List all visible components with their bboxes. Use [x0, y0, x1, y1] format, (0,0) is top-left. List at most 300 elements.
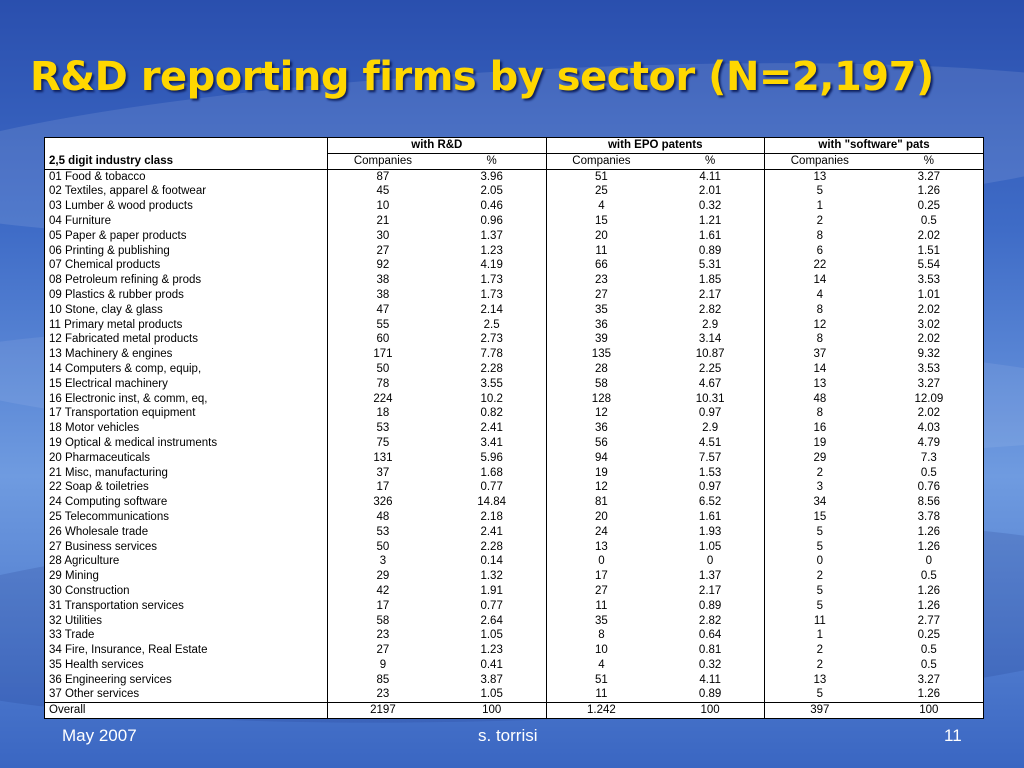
table-row — [45, 614, 983, 629]
cell: 1.05 — [480, 629, 503, 642]
cell: 5 — [764, 599, 874, 614]
cell: 4.03 — [917, 422, 941, 435]
cell: 3.41 — [480, 436, 503, 449]
cell: 17 — [328, 480, 438, 495]
cell: 0.5 — [920, 644, 937, 657]
cell: 0.64 — [698, 629, 722, 642]
row-label: 03 Lumber & wood products — [49, 200, 193, 213]
cell: 60 — [328, 332, 438, 347]
table-row — [45, 184, 983, 199]
cell: 45 — [328, 184, 438, 199]
cell: 13 — [764, 169, 874, 184]
row-label: 37 Other services — [49, 688, 140, 701]
table-row — [45, 451, 983, 466]
cell: 0.96 — [480, 214, 503, 227]
cell: 1.242 — [546, 703, 656, 718]
cell: 8 — [764, 406, 874, 421]
table-row — [45, 436, 983, 451]
cell: 21 — [328, 214, 438, 229]
table-row — [45, 569, 983, 584]
cell: 14 — [764, 362, 874, 377]
cell: 36 — [546, 421, 656, 436]
row-label: 01 Food & tobacco — [49, 170, 146, 183]
cell: 56 — [546, 436, 656, 451]
cell: 37 — [328, 466, 438, 481]
table-row — [45, 229, 983, 244]
cell: 4 — [546, 658, 656, 673]
cell: 2.28 — [480, 362, 503, 375]
cell: 128 — [546, 392, 656, 407]
table-row — [45, 214, 983, 229]
cell: 58 — [328, 614, 438, 629]
cell: 23 — [328, 687, 438, 702]
cell: 2 — [764, 658, 874, 673]
cell: 19 — [764, 436, 874, 451]
cell: 11 — [764, 614, 874, 629]
cell: 100 — [438, 703, 546, 718]
group-header-row — [45, 138, 983, 153]
cell: 85 — [328, 673, 438, 688]
cell: 17 — [328, 599, 438, 614]
industry-class-header: 2,5 digit industry class — [45, 153, 328, 169]
cell: 10 — [546, 643, 656, 658]
table-row — [45, 628, 983, 643]
row-label: 18 Motor vehicles — [49, 422, 140, 435]
cell: 8 — [764, 332, 874, 347]
cell: 2.82 — [698, 303, 722, 316]
cell: 1.93 — [698, 525, 722, 538]
page-number: 11 — [944, 726, 962, 745]
cell: 2.5 — [483, 318, 500, 331]
cell: 81 — [546, 495, 656, 510]
cell: 5.31 — [698, 259, 722, 272]
cell: 29 — [764, 451, 874, 466]
cell: 2.9 — [702, 422, 719, 435]
table-row — [45, 288, 983, 303]
cell: 5 — [764, 687, 874, 702]
cell: 6.52 — [698, 496, 722, 509]
cell: 13 — [546, 540, 656, 555]
cell: 2.14 — [480, 303, 503, 316]
cell: 0.89 — [698, 688, 722, 701]
row-label: 08 Petroleum refining & prods — [49, 274, 202, 287]
cell: 37 — [764, 347, 874, 362]
cell: 2.17 — [698, 288, 722, 301]
cell: 131 — [328, 451, 438, 466]
table-row — [45, 332, 983, 347]
cell: 135 — [546, 347, 656, 362]
cell: 15 — [764, 510, 874, 525]
cell: 0 — [764, 554, 874, 569]
corner-cell — [45, 138, 328, 153]
row-label: 26 Wholesale trade — [49, 525, 149, 538]
cell: 2.41 — [480, 525, 503, 538]
group-header-rd: with R&D — [328, 138, 546, 153]
table-row — [45, 584, 983, 599]
cell: 29 — [328, 569, 438, 584]
cell: 4.79 — [917, 436, 941, 449]
cell: 8 — [764, 229, 874, 244]
cell: 1.73 — [480, 274, 503, 287]
sub-header-row — [45, 153, 983, 169]
cell: 42 — [328, 584, 438, 599]
cell: 1.23 — [480, 244, 503, 257]
cell: 2.28 — [480, 540, 503, 553]
cell: 2 — [764, 214, 874, 229]
table-row — [45, 406, 983, 421]
row-label: 16 Electronic inst, & comm, eq, — [49, 392, 208, 405]
cell: 50 — [328, 362, 438, 377]
cell: 0.32 — [698, 200, 722, 213]
cell: 1.61 — [698, 229, 722, 242]
cell: 1.85 — [698, 274, 722, 287]
row-label: 20 Pharmaceuticals — [49, 451, 150, 464]
overall-row — [45, 703, 983, 718]
cell: 55 — [328, 318, 438, 333]
cell: 6 — [764, 244, 874, 259]
cell: 30 — [328, 229, 438, 244]
table-row — [45, 199, 983, 214]
cell: 12 — [546, 480, 656, 495]
cell: 12 — [546, 406, 656, 421]
cell: 11 — [546, 687, 656, 702]
cell: 2.05 — [480, 185, 503, 198]
cell: 3.14 — [698, 333, 722, 346]
table-row — [45, 495, 983, 510]
cell: 48 — [764, 392, 874, 407]
cell: 2.9 — [702, 318, 719, 331]
group-header-software: with "software" pats — [764, 138, 983, 153]
cell: 15 — [546, 214, 656, 229]
data-table — [45, 138, 983, 718]
cell: 1.26 — [917, 599, 941, 612]
table-row — [45, 258, 983, 273]
cell: 27 — [546, 584, 656, 599]
cell: 2 — [764, 466, 874, 481]
cell: 19 — [546, 466, 656, 481]
cell: 3.53 — [917, 274, 941, 287]
row-label: 32 Utilities — [49, 614, 103, 627]
cell: 4.67 — [698, 377, 722, 390]
row-label: 21 Misc, manufacturing — [49, 466, 168, 479]
cell: 51 — [546, 169, 656, 184]
cell: 5 — [764, 584, 874, 599]
cell: 1.21 — [698, 214, 722, 227]
column-header: % — [875, 153, 983, 169]
cell: 100 — [875, 703, 983, 718]
cell: 92 — [328, 258, 438, 273]
table-row — [45, 244, 983, 259]
cell: 23 — [328, 628, 438, 643]
cell: 10.2 — [480, 392, 503, 405]
cell: 2.17 — [698, 584, 722, 597]
cell: 14.84 — [477, 496, 507, 509]
cell: 78 — [328, 377, 438, 392]
column-header: Companies — [764, 153, 874, 169]
row-label: 07 Chemical products — [49, 259, 161, 272]
cell: 2.02 — [917, 333, 941, 346]
cell: 53 — [328, 421, 438, 436]
cell: 0.97 — [698, 407, 722, 420]
cell: 35 — [546, 303, 656, 318]
cell: 0 — [925, 555, 933, 568]
cell: 0.25 — [917, 629, 941, 642]
sector-table — [44, 137, 984, 719]
cell: 1.51 — [917, 244, 941, 257]
cell: 2.02 — [917, 407, 941, 420]
table-row — [45, 362, 983, 377]
cell: 5 — [764, 525, 874, 540]
cell: 20 — [546, 229, 656, 244]
table-row — [45, 687, 983, 702]
cell: 5 — [764, 540, 874, 555]
cell: 51 — [546, 673, 656, 688]
row-label: 36 Engineering services — [49, 673, 172, 686]
row-label: 14 Computers & comp, equip, — [49, 362, 202, 375]
cell: 2.41 — [480, 422, 503, 435]
cell: 17 — [546, 569, 656, 584]
cell: 58 — [546, 377, 656, 392]
cell: 11 — [546, 244, 656, 259]
cell: 23 — [546, 273, 656, 288]
cell: 22 — [764, 258, 874, 273]
table-row — [45, 392, 983, 407]
row-label: 12 Fabricated metal products — [49, 333, 198, 346]
cell: 1.61 — [698, 510, 722, 523]
column-header: % — [656, 153, 764, 169]
cell: 66 — [546, 258, 656, 273]
cell: 18 — [328, 406, 438, 421]
cell: 3.87 — [480, 673, 503, 686]
cell: 5.54 — [917, 259, 941, 272]
cell: 3.02 — [917, 318, 941, 331]
cell: 3.27 — [917, 377, 941, 390]
cell: 8.56 — [917, 496, 941, 509]
cell: 12 — [764, 318, 874, 333]
cell: 2.82 — [698, 614, 722, 627]
table-row — [45, 318, 983, 333]
cell: 4 — [546, 199, 656, 214]
cell: 27 — [546, 288, 656, 303]
cell: 8 — [764, 303, 874, 318]
cell: 3.78 — [917, 510, 941, 523]
table-row — [45, 273, 983, 288]
cell: 0.5 — [920, 214, 937, 227]
cell: 4.11 — [699, 673, 721, 686]
column-header: Companies — [328, 153, 438, 169]
cell: 1.26 — [917, 540, 941, 553]
cell: 0.14 — [480, 555, 503, 568]
row-label: 22 Soap & toiletries — [49, 481, 149, 494]
table-row — [45, 510, 983, 525]
cell: 3.55 — [480, 377, 503, 390]
cell: 171 — [328, 347, 438, 362]
cell: 0.25 — [917, 200, 941, 213]
row-label: 29 Mining — [49, 570, 99, 583]
cell: 7.57 — [698, 451, 722, 464]
cell: 20 — [546, 510, 656, 525]
cell: 12.09 — [914, 392, 944, 405]
group-header-epo: with EPO patents — [546, 138, 764, 153]
table-row — [45, 169, 983, 184]
cell: 2197 — [328, 703, 438, 718]
cell: 1.91 — [480, 584, 503, 597]
cell: 75 — [328, 436, 438, 451]
cell: 14 — [764, 273, 874, 288]
cell: 5.96 — [480, 451, 503, 464]
cell: 0 — [706, 555, 714, 568]
cell: 3.27 — [917, 170, 941, 183]
cell: 2 — [764, 643, 874, 658]
cell: 13 — [764, 673, 874, 688]
cell: 100 — [656, 703, 764, 718]
cell: 4.51 — [698, 436, 722, 449]
cell: 7.3 — [920, 451, 937, 464]
row-label: 33 Trade — [49, 629, 95, 642]
cell: 1.26 — [917, 525, 941, 538]
table-row — [45, 643, 983, 658]
cell: 48 — [328, 510, 438, 525]
table-row — [45, 480, 983, 495]
row-label: 09 Plastics & rubber prods — [49, 288, 184, 301]
cell: 3 — [328, 554, 438, 569]
row-label: 24 Computing software — [49, 496, 168, 509]
cell: 1.53 — [698, 466, 722, 479]
cell: 10.31 — [695, 392, 725, 405]
row-label: 30 Construction — [49, 584, 130, 597]
column-header: % — [438, 153, 546, 169]
cell: 47 — [328, 303, 438, 318]
cell: 1.05 — [698, 540, 722, 553]
cell: 38 — [328, 273, 438, 288]
cell: 10 — [328, 199, 438, 214]
cell: 326 — [328, 495, 438, 510]
cell: 9 — [328, 658, 438, 673]
cell: 4 — [764, 288, 874, 303]
cell: 2.18 — [480, 510, 503, 523]
cell: 24 — [546, 525, 656, 540]
table-row — [45, 540, 983, 555]
cell: 35 — [546, 614, 656, 629]
cell: 4.19 — [480, 259, 503, 272]
cell: 1.68 — [480, 466, 503, 479]
row-label: 10 Stone, clay & glass — [49, 303, 163, 316]
row-label: Overall — [45, 703, 328, 718]
row-label: 25 Telecommunications — [49, 510, 169, 523]
footer-date: May 2007 — [62, 726, 137, 745]
table-row — [45, 554, 983, 569]
row-label: 35 Health services — [49, 658, 144, 671]
cell: 34 — [764, 495, 874, 510]
cell: 0.77 — [480, 481, 503, 494]
table-row — [45, 466, 983, 481]
cell: 3 — [764, 480, 874, 495]
row-label: 27 Business services — [49, 540, 158, 553]
cell: 50 — [328, 540, 438, 555]
cell: 2.01 — [698, 185, 722, 198]
table-row — [45, 347, 983, 362]
cell: 87 — [328, 169, 438, 184]
cell: 16 — [764, 421, 874, 436]
cell: 0.81 — [698, 644, 722, 657]
cell: 397 — [764, 703, 874, 718]
cell: 27 — [328, 643, 438, 658]
cell: 8 — [546, 628, 656, 643]
cell: 1.37 — [698, 570, 722, 583]
cell: 1.05 — [480, 688, 503, 701]
footer-author: s. torrisi — [478, 726, 538, 745]
cell: 1 — [764, 628, 874, 643]
cell: 2.73 — [480, 333, 503, 346]
cell: 2.02 — [917, 303, 941, 316]
cell: 7.78 — [480, 348, 503, 361]
cell: 28 — [546, 362, 656, 377]
row-label: 06 Printing & publishing — [49, 244, 170, 257]
column-header: Companies — [546, 153, 656, 169]
cell: 2.25 — [698, 362, 722, 375]
cell: 0.5 — [920, 570, 937, 583]
row-label: 31 Transportation services — [49, 599, 184, 612]
cell: 94 — [546, 451, 656, 466]
cell: 0.77 — [480, 599, 503, 612]
row-label: 05 Paper & paper products — [49, 229, 187, 242]
cell: 0.41 — [480, 658, 503, 671]
cell: 1.26 — [917, 584, 941, 597]
cell: 25 — [546, 184, 656, 199]
row-label: 02 Textiles, apparel & footwear — [49, 185, 207, 198]
cell: 39 — [546, 332, 656, 347]
cell: 1.23 — [480, 644, 503, 657]
cell: 0.89 — [698, 599, 722, 612]
row-label: 28 Agriculture — [49, 555, 120, 568]
cell: 1.73 — [480, 288, 503, 301]
cell: 0.5 — [920, 466, 937, 479]
cell: 1.37 — [480, 229, 503, 242]
cell: 1.32 — [480, 570, 503, 583]
row-label: 34 Fire, Insurance, Real Estate — [49, 644, 208, 657]
cell: 3.27 — [917, 673, 941, 686]
slide-title: R&D reporting firms by sector (N=2,197) — [30, 54, 934, 100]
table-row — [45, 525, 983, 540]
cell: 224 — [328, 392, 438, 407]
cell: 2 — [764, 569, 874, 584]
cell: 1.26 — [917, 185, 941, 198]
row-label: 13 Machinery & engines — [49, 348, 173, 361]
row-label: 17 Transportation equipment — [49, 407, 196, 420]
row-label: 19 Optical & medical instruments — [49, 436, 218, 449]
cell: 36 — [546, 318, 656, 333]
cell: 1.26 — [917, 688, 941, 701]
cell: 27 — [328, 244, 438, 259]
cell: 13 — [764, 377, 874, 392]
cell: 0.46 — [480, 200, 503, 213]
cell: 2.64 — [480, 614, 503, 627]
cell: 9.32 — [917, 348, 941, 361]
cell: 5 — [764, 184, 874, 199]
cell: 3.53 — [917, 362, 941, 375]
cell: 0.76 — [917, 481, 941, 494]
cell: 1 — [764, 199, 874, 214]
table-row — [45, 599, 983, 614]
cell: 38 — [328, 288, 438, 303]
cell: 0.89 — [698, 244, 722, 257]
table-row — [45, 658, 983, 673]
table-row — [45, 303, 983, 318]
table-row — [45, 421, 983, 436]
cell: 0.82 — [480, 407, 503, 420]
cell: 0 — [546, 554, 656, 569]
table-row — [45, 673, 983, 688]
